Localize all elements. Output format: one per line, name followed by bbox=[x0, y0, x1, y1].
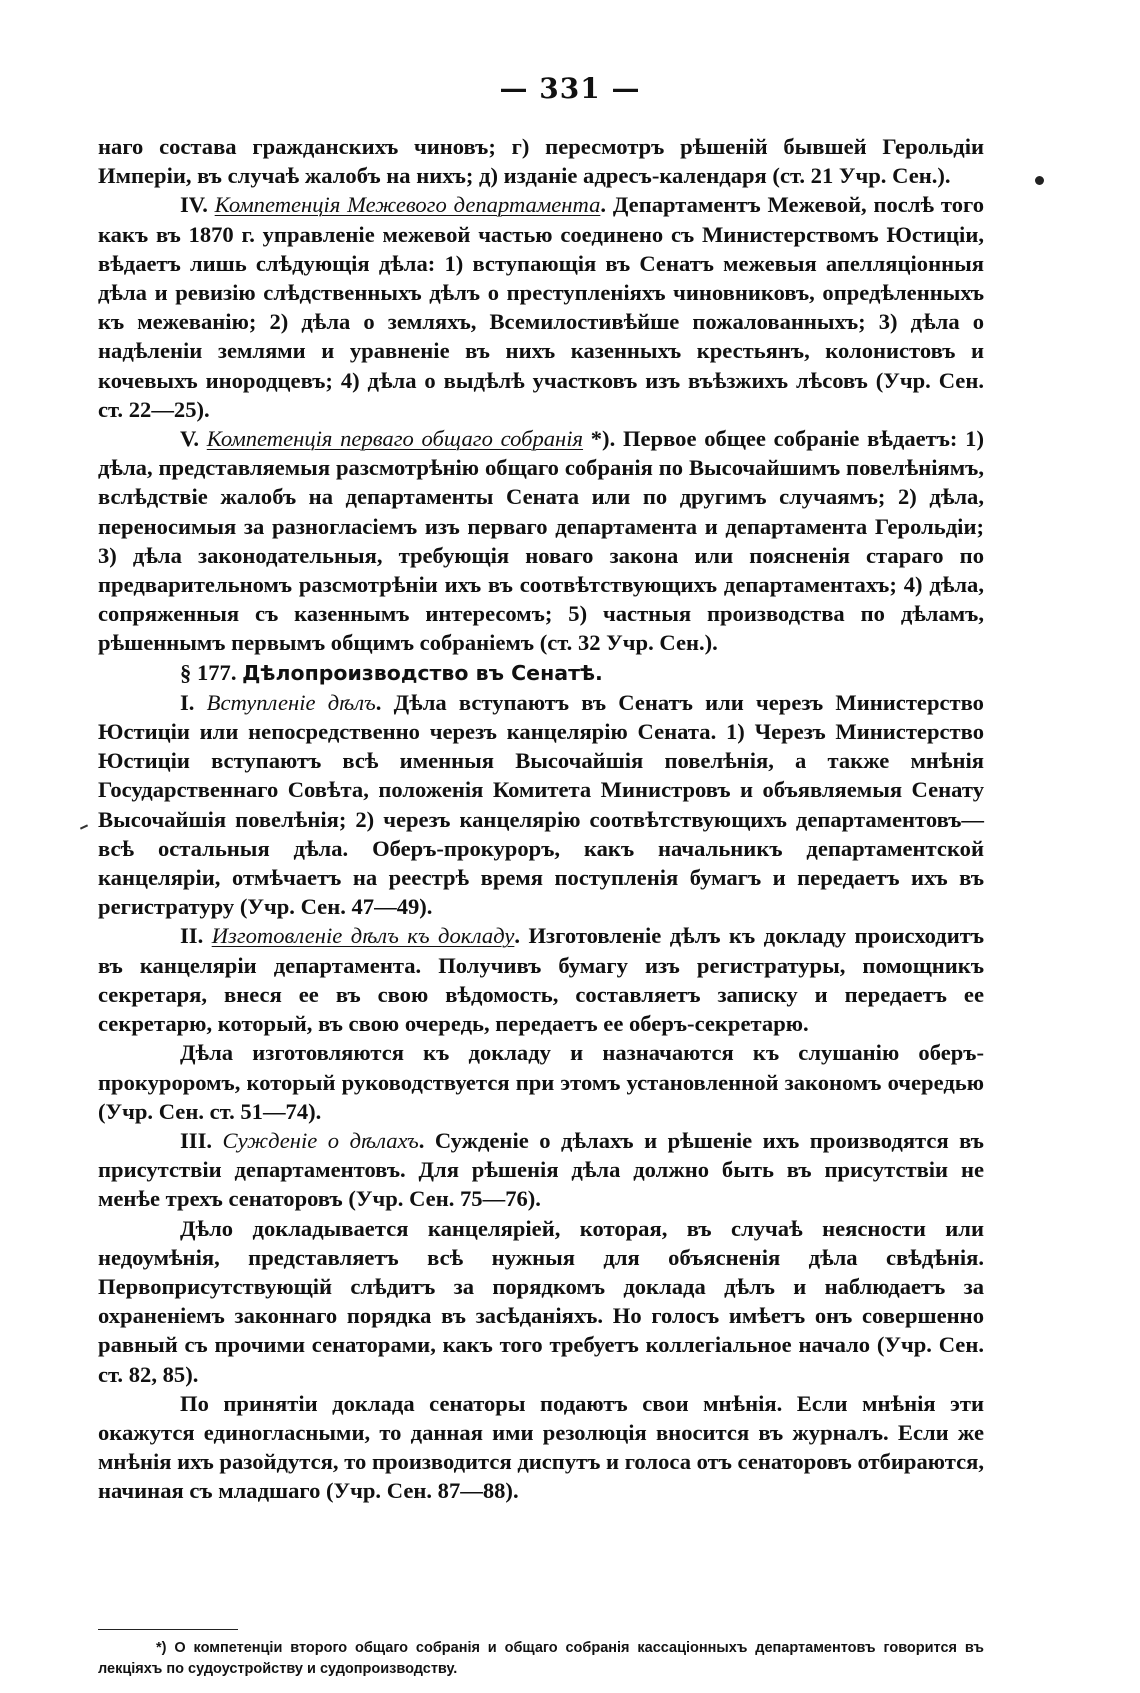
paragraph-continuation: наго состава гражданскихъ чиновъ; г) пересмотръ рѣшеній бывшей Герольдіи Имперіи, въ случаѣ жалобъ на нихъ; д) изданіе адресъ-календаря (ст. 21 Учр. Сен.). bbox=[98, 134, 984, 189]
heading-mezhevoy-competence: Компетенція Межевого департамента bbox=[214, 192, 601, 218]
paragraph-first-general-assembly: V. Компетенція перваго общаго собранія *). Первое общее собраніе вѣдаетъ: 1) дѣла, представляемыя разсмотрѣнію общаго собранія по Высочайшимъ повелѣніямъ, вслѣдствіе жалобъ на департаменты Сената или по другимъ случаямъ; 2) дѣла, переносимыя за разногласіемъ изъ перваго департамента и департамента Герольдіи; 3) дѣла законодательныя, требующія новаго закона или поясненія стараго по предварительномъ разсмотрѣніи ихъ въ соотвѣтствующихъ департаментахъ; 4) дѣла, сопряженныя съ казеннымъ интересомъ; 5) частныя производства по дѣламъ, рѣшеннымъ первымъ общимъ собраніемъ (ст. 32 Учр. Сен.). bbox=[98, 426, 984, 656]
paragraph-entry-of-cases: I. Вступленіе дѣлъ. Дѣла вступаютъ въ Сенатъ или черезъ Министерство Юстиціи или непосредственно черезъ канцелярію Сената. 1) Черезъ Министерство Юстиціи вступаютъ всѣ именныя Высочайшія повелѣнія, а также мнѣнія Государственнаго Совѣта, положенія Комитета Министровъ и объявляемыя Сенату Высочайшія повелѣнія; 2) черезъ канцелярію соотвѣтствующихъ департаментовъ—всѣ остальныя дѣла. Оберъ-прокуроръ, какъ начальникъ департаментской канцеляріи, отмѣчаетъ на реестрѣ время поступленія бумагъ и передаетъ ихъ въ регистратуру (Учр. Сен. 47—49). bbox=[98, 689, 984, 920]
footnote-text: О компетенціи второго общаго собранія и общаго собранія кассаціонныхъ департаментовъ говорится въ лекціяхъ по судоустройству и судопроизводству. bbox=[98, 1640, 984, 1677]
margin-dot-mark bbox=[1035, 176, 1044, 185]
section-heading-177: § 177. Дѣлопроизводство въ Сенатѣ. bbox=[180, 659, 603, 685]
footnote bbox=[98, 1638, 984, 1680]
paragraph-mezhevoy-department: IV. Компетенція Межевого департамента. Департаментъ Межевой, послѣ того какъ въ 1870 г. управленіе межевой частью соединено съ Министерствомъ Юстиціи, вѣдаетъ лишь слѣдующія дѣла: 1) вступающія въ Сенатъ межевыя апелляціонныя дѣла и ревизію слѣдственныхъ дѣлъ о преступленіяхъ чиновниковъ, опредѣленныхъ къ межеванію; 2) дѣла о земляхъ, Всемилостивѣйше пожалованныхъ; 3) дѣла о надѣленіи землями и уравненіе въ нихъ казенныхъ крестьянъ, колонистовъ и кочевыхъ инородцевъ; 4) дѣла о выдѣлѣ участковъ изъ въѣзжихъ лѣсовъ (Учр. Сен. ст. 22—25). bbox=[98, 192, 984, 422]
paragraph-preparation-of-cases: II. Изготовленіе дѣлъ къ докладу. Изготовленіе дѣлъ къ докладу происходитъ въ канцеляріи департамента. Получивъ бумагу изъ регистратуры, помощникъ секретаря, внеся ее въ свою вѣдомость, составляетъ записку и передаетъ ее секретарю, который, въ свою очередь, передаетъ ее оберъ-секретарю. bbox=[98, 923, 984, 1037]
margin-dash-mark bbox=[80, 824, 88, 829]
paragraph-judgment-of-cases: III. Сужденіе о дѣлахъ. Сужденіе о дѣлахъ и рѣшеніе ихъ производятся въ присутствіи департаментовъ. Для рѣшенія дѣла должно быть въ присутствіи не менѣе трехъ сенаторовъ (Учр. Сен. 75—76). bbox=[98, 1127, 984, 1212]
heading-first-assembly-competence: Компетенція перваго общаго собранія bbox=[206, 426, 584, 452]
page-number: — 331 — bbox=[499, 72, 641, 105]
footnote-mark: *) bbox=[156, 1640, 167, 1656]
body-text bbox=[98, 132, 984, 1506]
heading-entry-of-cases: Вступленіе дѣлъ bbox=[206, 689, 376, 715]
paragraph-case-reporting: Дѣло докладывается канцеляріей, которая, въ случаѣ неясности или недоумѣнія, представляетъ всѣ нужныя для объясненія дѣла свѣдѣнія. Первоприсутствующій слѣдитъ за порядкомъ доклада дѣлъ и наблюдаетъ за охраненіемъ законнаго порядка въ засѣданіяхъ. Но голосъ имѣетъ онъ совершенно равный съ прочими сенаторами, какъ того требуетъ коллегіальное начало (Учр. Сен. ст. 82, 85). bbox=[98, 1215, 984, 1387]
paragraph-senators-opinions: По принятіи доклада сенаторы подаютъ свои мнѣнія. Если мнѣнія эти окажутся единогласными, то данная ими резолюція вносится въ журналъ. Если же мнѣнія ихъ разойдутся, то производится диспутъ и голоса отъ сенаторовъ отбираются, начиная съ младшаго (Учр. Сен. 87—88). bbox=[98, 1390, 984, 1504]
paragraph-cases-scheduling: Дѣла изготовляются къ докладу и назначаются къ слушанію оберъ-прокуроромъ, который руководствуется при этомъ установленной закономъ очередью (Учр. Сен. ст. 51—74). bbox=[98, 1040, 984, 1124]
heading-preparation-of-cases: Изготовленіе дѣлъ къ докладу bbox=[211, 923, 515, 949]
footnote-divider bbox=[98, 1629, 238, 1630]
section-title: Дѣлопроизводство въ Сенатѣ. bbox=[242, 660, 603, 685]
heading-judgment-of-cases: Сужденіе о дѣлахъ bbox=[222, 1127, 419, 1153]
